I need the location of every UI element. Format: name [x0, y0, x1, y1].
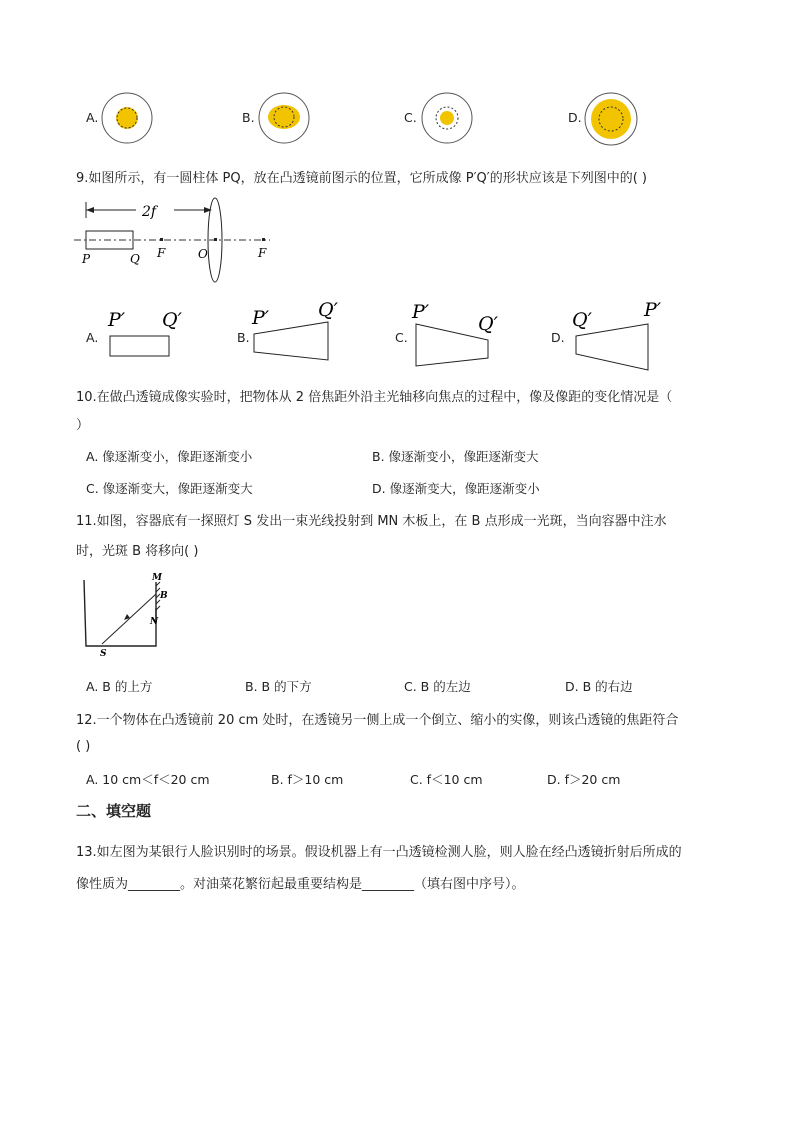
- q11-option-a: A. B 的上方: [86, 679, 153, 694]
- q13-stem-line1: 13.如左图为某银行人脸识别时的场景。假设机器上有一凸透镜检测人脸，则人脸在经凸透镜折射后所成的: [76, 845, 682, 860]
- q8-option-d-label: D.: [568, 110, 582, 125]
- q12-option-b: B. f＞10 cm: [271, 772, 344, 787]
- q10-option-b: B. 像逐渐变小，像距逐渐变大: [372, 449, 539, 464]
- q11-label-m: M: [152, 573, 162, 583]
- q8-option-d-figure: [584, 92, 638, 146]
- q8-b-spot: [268, 105, 300, 129]
- q8-option-a-label: A.: [86, 110, 99, 125]
- q9-b-left-label: P′: [252, 307, 270, 329]
- q13-stem-line2: 像性质为________。对油菜花繁衍起最重要结构是________（填右图中序号）。: [76, 877, 525, 892]
- q9-label-o: O: [198, 247, 208, 261]
- q12-option-a: A. 10 cm＜f＜20 cm: [86, 772, 210, 787]
- q12-option-d: D. f＞20 cm: [547, 772, 621, 787]
- q9-lens-diagram: [74, 196, 274, 288]
- q9-b-right-label: Q′: [318, 299, 338, 321]
- q9-label-q: Q: [130, 252, 140, 266]
- q8-option-a-figure: [101, 92, 153, 144]
- q9-option-c-label: C.: [395, 330, 408, 345]
- q11-light-ray: [102, 594, 156, 644]
- q10-option-a: A. 像逐渐变小，像距逐渐变小: [86, 449, 253, 464]
- q9-option-d-figure: [570, 298, 670, 374]
- q11-stem-line1: 11.如图，容器底有一探照灯 S 发出一束光线投射到 MN 木板上，在 B 点形成一光斑，当向容器中注水: [76, 514, 667, 529]
- q11-stem-line2: 时，光斑 B 将移向( ): [76, 544, 199, 559]
- q9-label-p: P: [82, 252, 91, 266]
- q9-d-left-label: Q′: [572, 309, 592, 331]
- q10-option-c: C. 像逐渐变大，像距逐渐变大: [86, 481, 253, 496]
- q11-label-n: N: [150, 617, 159, 627]
- q8-option-c-figure: [421, 92, 473, 144]
- q10-stem-line1: 10.在做凸透镜成像实验时，把物体从 2 倍焦距外沿主光轴移向焦点的过程中，像及像距的变化情况是（: [76, 390, 673, 405]
- q9-a-left-label: P′: [108, 309, 126, 331]
- q11-container: [84, 580, 156, 646]
- q11-container-diagram: [80, 572, 170, 658]
- q8-c-spot: [440, 111, 454, 125]
- q9-option-a-figure: [104, 302, 194, 362]
- q9-option-d-label: D.: [551, 330, 565, 345]
- q9-option-a-label: A.: [86, 330, 99, 345]
- q12-stem-line2: ( ): [76, 739, 91, 754]
- q12-stem-line1: 12.一个物体在凸透镜前 20 cm 处时，在透镜另一侧上成一个倒立、缩小的实像，则该凸透镜的焦距符合: [76, 713, 679, 728]
- q8-d-spot: [591, 99, 631, 139]
- q12-option-c: C. f＜10 cm: [410, 772, 483, 787]
- q10-stem-line2: ）: [76, 418, 90, 433]
- q8-option-b-figure: [258, 92, 310, 144]
- q11-label-b: B: [160, 591, 168, 601]
- q11-option-b: B. B 的下方: [245, 679, 312, 694]
- q8-option-c-label: C.: [404, 110, 417, 125]
- q11-option-d: D. B 的右边: [565, 679, 633, 694]
- q9-d-right-label: P′: [644, 299, 662, 321]
- q9-option-c-figure: [410, 298, 510, 368]
- q11-label-s: S: [100, 649, 107, 658]
- q9-label-f1: F: [157, 246, 166, 260]
- q10-option-d: D. 像逐渐变大，像距逐渐变小: [372, 481, 540, 496]
- q9-c-right-label: Q′: [478, 313, 498, 335]
- q9-stem: 9.如图所示，有一圆柱体 PQ，放在凸透镜前图示的位置，它所成像 P′Q′的形状应该是下列图中的( ): [76, 171, 647, 186]
- q9-2f-label: 2f: [142, 204, 157, 220]
- q9-label-f2: F: [258, 246, 267, 260]
- q8-option-b-label: B.: [242, 110, 255, 125]
- q9-option-b-figure: [250, 296, 360, 362]
- q11-option-c: C. B 的左边: [404, 679, 471, 694]
- q8-a-spot: [116, 107, 138, 129]
- q9-c-left-label: P′: [412, 301, 430, 323]
- q9-option-b-label: B.: [237, 330, 250, 345]
- section-title-fill-in: 二、填空题: [76, 802, 152, 820]
- q9-a-right-label: Q′: [162, 309, 182, 331]
